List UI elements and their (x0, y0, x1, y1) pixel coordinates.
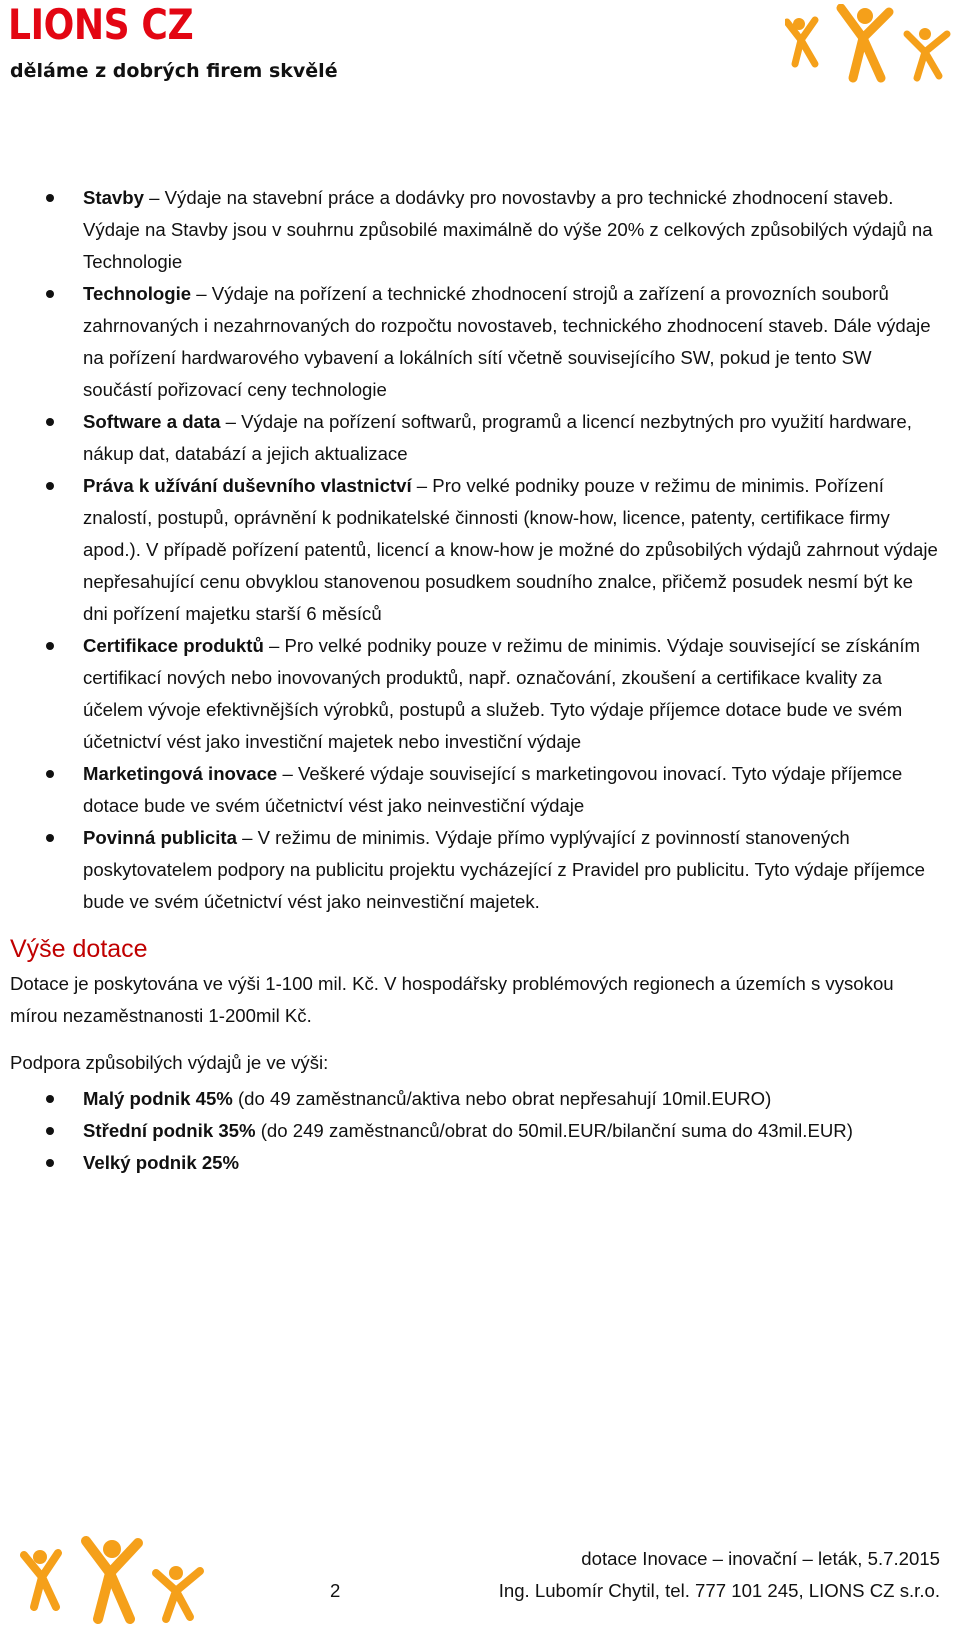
list-item (0, 182, 960, 278)
item-term: Povinná publicita (83, 827, 237, 848)
grant-amount-paragraph: Dotace je poskytována ve výši 1-100 mil. Kč. V hospodářsky problémových regionech a územích s vysokou mírou nezaměstnanosti 1-200mil Kč. (10, 973, 894, 1026)
people-logo-icon (20, 1535, 205, 1625)
list-item (0, 1115, 960, 1147)
bullet-icon (46, 770, 54, 778)
bullet-icon (46, 834, 54, 842)
bullet-icon (46, 1127, 54, 1135)
item-text: – Pro velké podniky pouze v režimu de minimis. Výdaje související se získáním certifikací nových nebo inovovaných produktů, např. označování, zkoušení a certifikace kvality za účelem vývoje efektivnějších výrobků, postupů a služeb. Tyto výdaje příjemce dotace bude ve svém účetnictví vést jako investiční majetek nebo investiční výdaje (83, 635, 921, 752)
rate-label: Střední podnik 35% (83, 1120, 256, 1141)
item-text: – Výdaje na pořízení softwarů, programů a licencí nezbytných pro využití hardware, nákup dat, databází a jejich aktualizace (83, 411, 912, 464)
bullet-icon (46, 418, 54, 426)
list-item (0, 630, 960, 758)
item-text: – Výdaje na stavební práce a dodávky pro novostavby a pro technické zhodnocení staveb. Výdaje na Stavby jsou v souhrnu způsobilé maximálně do výše 20% z celkových způsobilých výdajů na Technologie (83, 187, 933, 272)
bullet-icon (46, 290, 54, 298)
eligible-expenses-list (0, 182, 960, 918)
bullet-icon (46, 482, 54, 490)
item-term: Certifikace produktů (83, 635, 264, 656)
bullet-icon (46, 194, 54, 202)
item-text: – Pro velké podniky pouze v režimu de minimis. Pořízení znalostí, postupů, oprávnění k podnikatelské činnosti (know-how, licence, patenty, certifikace firmy apod.). V případě pořízení patentů, licencí a know-how je možné do způsobilých výdajů zahrnout výdaje nepřesahující cenu obvyklou stanovenou posudkem soudního znalce, přičemž posudek nesmí být ke dni pořízení majetku starší 6 měsíců (83, 475, 938, 624)
list-item (0, 822, 960, 918)
item-term: Technologie (83, 283, 192, 304)
page-number: 2 (330, 1580, 341, 1601)
item-text: – V režimu de minimis. Výdaje přímo vyplývající z povinností stanovených poskytovatelem podpory na publicitu projektu vycházející z Pravidel pro publicitu. Tyto výdaje příjemce bude ve svém účetnictví vést jako neinvestiční majetek. (83, 827, 925, 912)
item-term: Práva k užívání duševního vlastnictví (83, 475, 412, 496)
bullet-icon (46, 642, 54, 650)
support-rates-list (0, 1083, 960, 1179)
rate-text: (do 249 zaměstnanců/obrat do 50mil.EUR/bilanční suma do 43mil.EUR) (255, 1120, 853, 1141)
footer-title: dotace Inovace – inovační – leták, 5.7.2015 (581, 1548, 940, 1569)
list-item (0, 1147, 960, 1179)
footer-contact: Ing. Lubomír Chytil, tel. 777 101 245, LIONS CZ s.r.o. (498, 1580, 940, 1601)
rate-label: Velký podnik 25% (83, 1152, 240, 1173)
document-body (0, 182, 960, 1179)
item-term: Software a data (83, 411, 221, 432)
list-item (0, 470, 960, 630)
rate-text: (do 49 zaměstnanců/aktiva nebo obrat nepřesahují 10mil.EURO) (232, 1088, 772, 1109)
list-item (0, 1083, 960, 1115)
list-item (0, 278, 960, 406)
bullet-icon (46, 1159, 54, 1167)
list-item (0, 406, 960, 470)
list-item (0, 758, 960, 822)
bullet-icon (46, 1095, 54, 1103)
people-logo-icon (785, 4, 955, 84)
support-intro: Podpora způsobilých výdajů je ve výši: (10, 1052, 329, 1073)
item-term: Marketingová inovace (83, 763, 278, 784)
item-text: – Veškeré výdaje související s marketingovou inovací. Tyto výdaje příjemce dotace bude ve svém účetnictví vést jako neinvestiční výdaje (83, 763, 903, 816)
tagline: děláme z dobrých firem skvělé (10, 60, 338, 82)
item-term: Stavby (83, 187, 144, 208)
section-heading: Výše dotace (10, 935, 148, 963)
item-text: – Výdaje na pořízení a technické zhodnocení strojů a zařízení a provozních souborů zahrnovaných i nezahrnovaných do rozpočtu novostaveb, technického zhodnocení staveb. Dále výdaje na pořízení hardwarového vybavení a lokálních sítí včetně souvisejícího SW, pokud je tento SW součástí pořizovací ceny technologie (83, 283, 931, 400)
brand-logo-text: LIONS CZ (8, 0, 194, 49)
rate-label: Malý podnik 45% (83, 1088, 233, 1109)
